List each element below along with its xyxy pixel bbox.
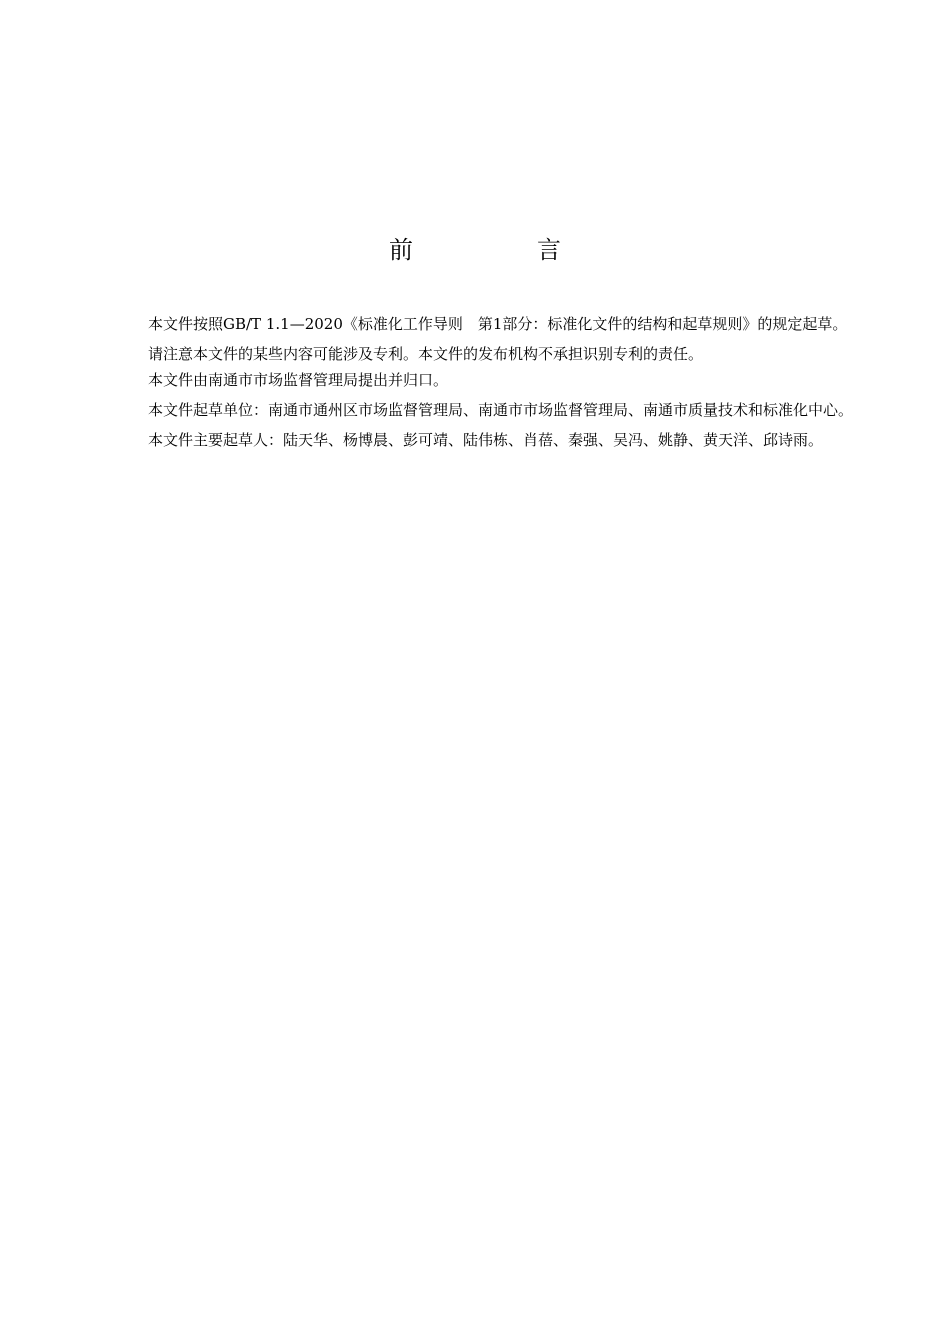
paragraph-patent-notice: 请注意本文件的某些内容可能涉及专利。本文件的发布机构不承担识别专利的责任。 — [148, 345, 704, 363]
foreword-title: 前 言 — [389, 236, 611, 264]
foreword-body — [114, 311, 860, 457]
paragraph-drafting-rules: 本文件按照GB/T 1.1—2020《标准化工作导则 第1部分：标准化文件的结构和起草规则》的规定起草。 — [148, 315, 848, 333]
paragraph-drafters: 本文件主要起草人：陆天华、杨博晨、彭可靖、陆伟栋、肖蓓、秦强、吴冯、姚静、黄天洋、邱诗雨。 — [148, 431, 824, 449]
paragraph-proposer: 本文件由南通市市场监督管理局提出并归口。 — [148, 371, 449, 389]
paragraph-drafting-units: 本文件起草单位：南通市通州区市场监督管理局、南通市市场监督管理局、南通市质量技术和标准化中心。 — [148, 401, 854, 419]
